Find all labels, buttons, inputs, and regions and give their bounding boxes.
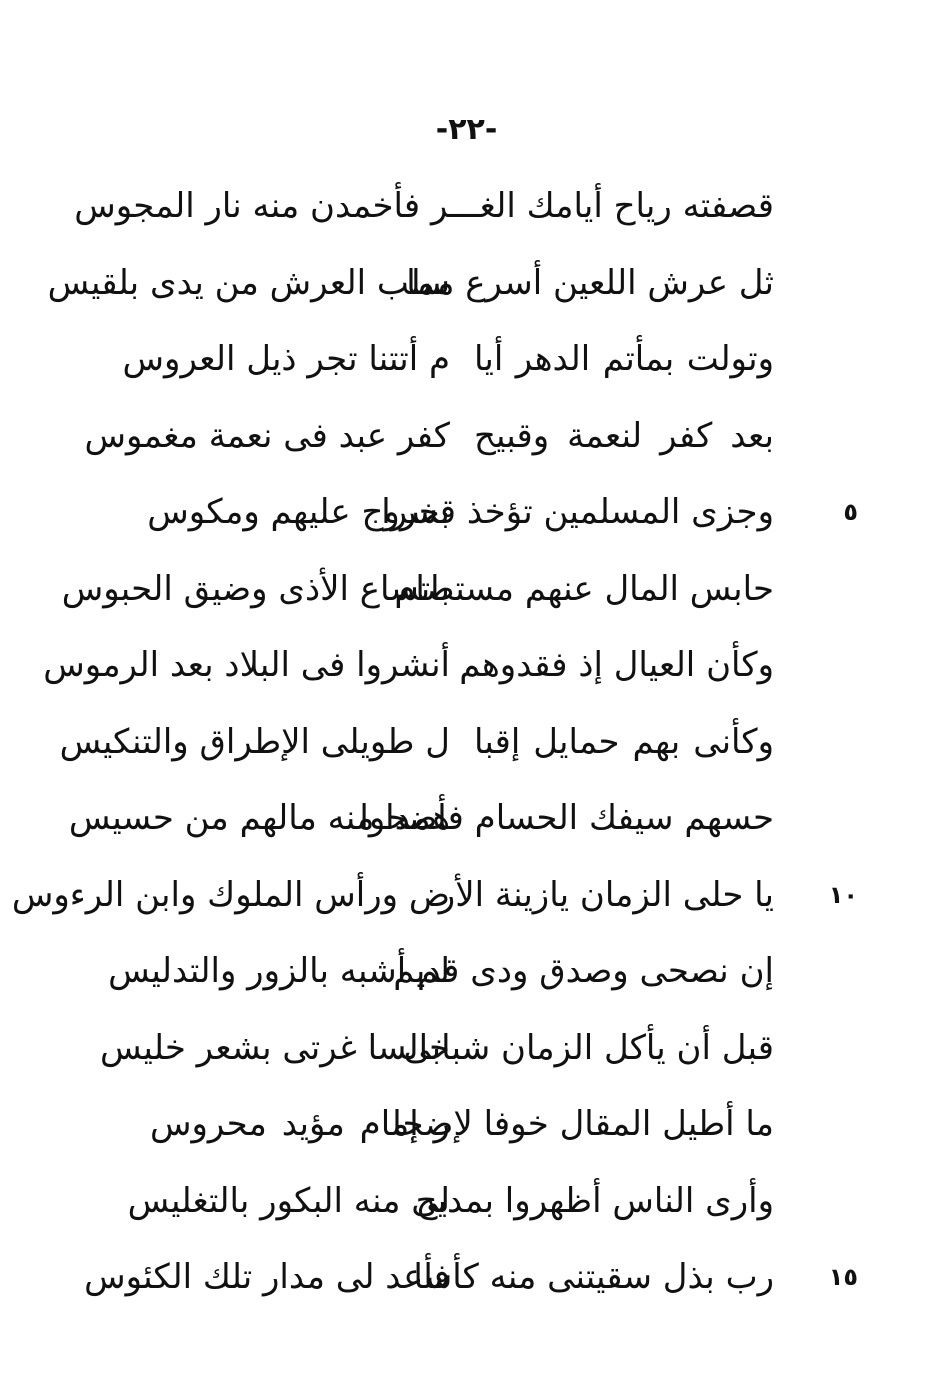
verse-first-hemistich: وأرى الناس أظهروا بمديح <box>415 1180 774 1221</box>
verse-line <box>140 1086 860 1163</box>
verse-line <box>74 168 860 245</box>
verse-first-hemistich: قصفته رياح أيامك الغـــر فأخمدن منه نار المجوس <box>74 186 774 226</box>
poem-verses <box>11 168 860 1316</box>
verse-number: ١٠ <box>828 880 858 909</box>
verse-second-hemistich: باتساع الأذى وضيق الحبوس <box>61 568 450 609</box>
verse-line <box>11 857 860 934</box>
verse-first-hemistich: قبل أن يأكل الزمان شبابى <box>403 1027 774 1068</box>
verse-line <box>84 398 860 475</box>
verse-line <box>127 1163 860 1240</box>
verse-first-hemistich: وتولت بمأتم الدهر أيا <box>474 339 774 379</box>
verse-second-hemistich: لم أشبه بالزور والتدليس <box>108 951 450 991</box>
verse-second-hemistich: م أتتنا تجر ذيل العروس <box>122 339 450 379</box>
verse-line <box>99 1010 860 1087</box>
verse-first-hemistich: يا حلى الزمان يازينة الأر <box>438 874 774 915</box>
verse-line <box>68 780 860 857</box>
verse-number: ١٥ <box>828 1263 858 1291</box>
verse-second-hemistich: ل طويلى الإطراق والتنكيس <box>59 721 450 762</box>
verse-line <box>47 245 860 322</box>
verse-first-hemistich: وكأنى بهم حمايل إقبا <box>474 721 774 762</box>
verse-first-hemistich: حسهم سيفك الحسام فأضحوا <box>359 798 774 838</box>
verse-line <box>84 1239 860 1316</box>
verse-line <box>59 704 860 781</box>
verse-first-hemistich: وكأن العيال إذ فقدوهم <box>459 645 774 685</box>
verse-line <box>43 627 860 704</box>
verse-line <box>61 551 860 628</box>
verse-line <box>108 933 860 1010</box>
verse-second-hemistich: همدا منه مالهم من حسيس <box>68 798 450 838</box>
verse-first-hemistich: وجزى المسلمين تؤخذ قسرا <box>381 492 774 532</box>
verse-second-hemistich: فأعد لى مدار تلك الكئوس <box>84 1257 450 1297</box>
page-number: -٢٢- <box>435 112 498 147</box>
verse-first-hemistich: حابس المال عنهم مستضام <box>394 568 774 609</box>
verse-first-hemistich: ثل عرش اللعين أسرع مما <box>406 262 774 303</box>
verse-line <box>122 321 860 398</box>
verse-second-hemistich: كفر عبد فى نعمة مغموس <box>84 415 450 456</box>
verse-second-hemistich: خالسا غرتى بشعر خليس <box>99 1027 450 1068</box>
verse-line <box>140 474 860 551</box>
verse-second-hemistich: ض ورأس الملوك وابن الرءوس <box>11 874 450 915</box>
verse-second-hemistich: بخروج عليهم ومكوس <box>147 492 450 532</box>
verse-second-hemistich: سلب العرش من يدى بلقيس <box>47 262 450 303</box>
verse-first-hemistich: ما أطيل المقال خوفا لإضجا <box>392 1104 774 1144</box>
verse-number: ٥ <box>843 498 858 526</box>
verse-first-hemistich: رب بذل سقيتنى منه كأسا <box>413 1257 774 1297</box>
verse-second-hemistich: ر إمام مؤيد محروس <box>150 1104 450 1144</box>
verse-first-hemistich: إن نصحى وصدق ودى قديم <box>393 951 774 991</box>
verse-second-hemistich: أنشروا فى البلاد بعد الرموس <box>43 645 450 685</box>
verse-first-hemistich: بعد كفر لنعمة وقبيح <box>474 415 774 456</box>
verse-second-hemistich: لى منه البكور بالتغليس <box>127 1180 450 1221</box>
